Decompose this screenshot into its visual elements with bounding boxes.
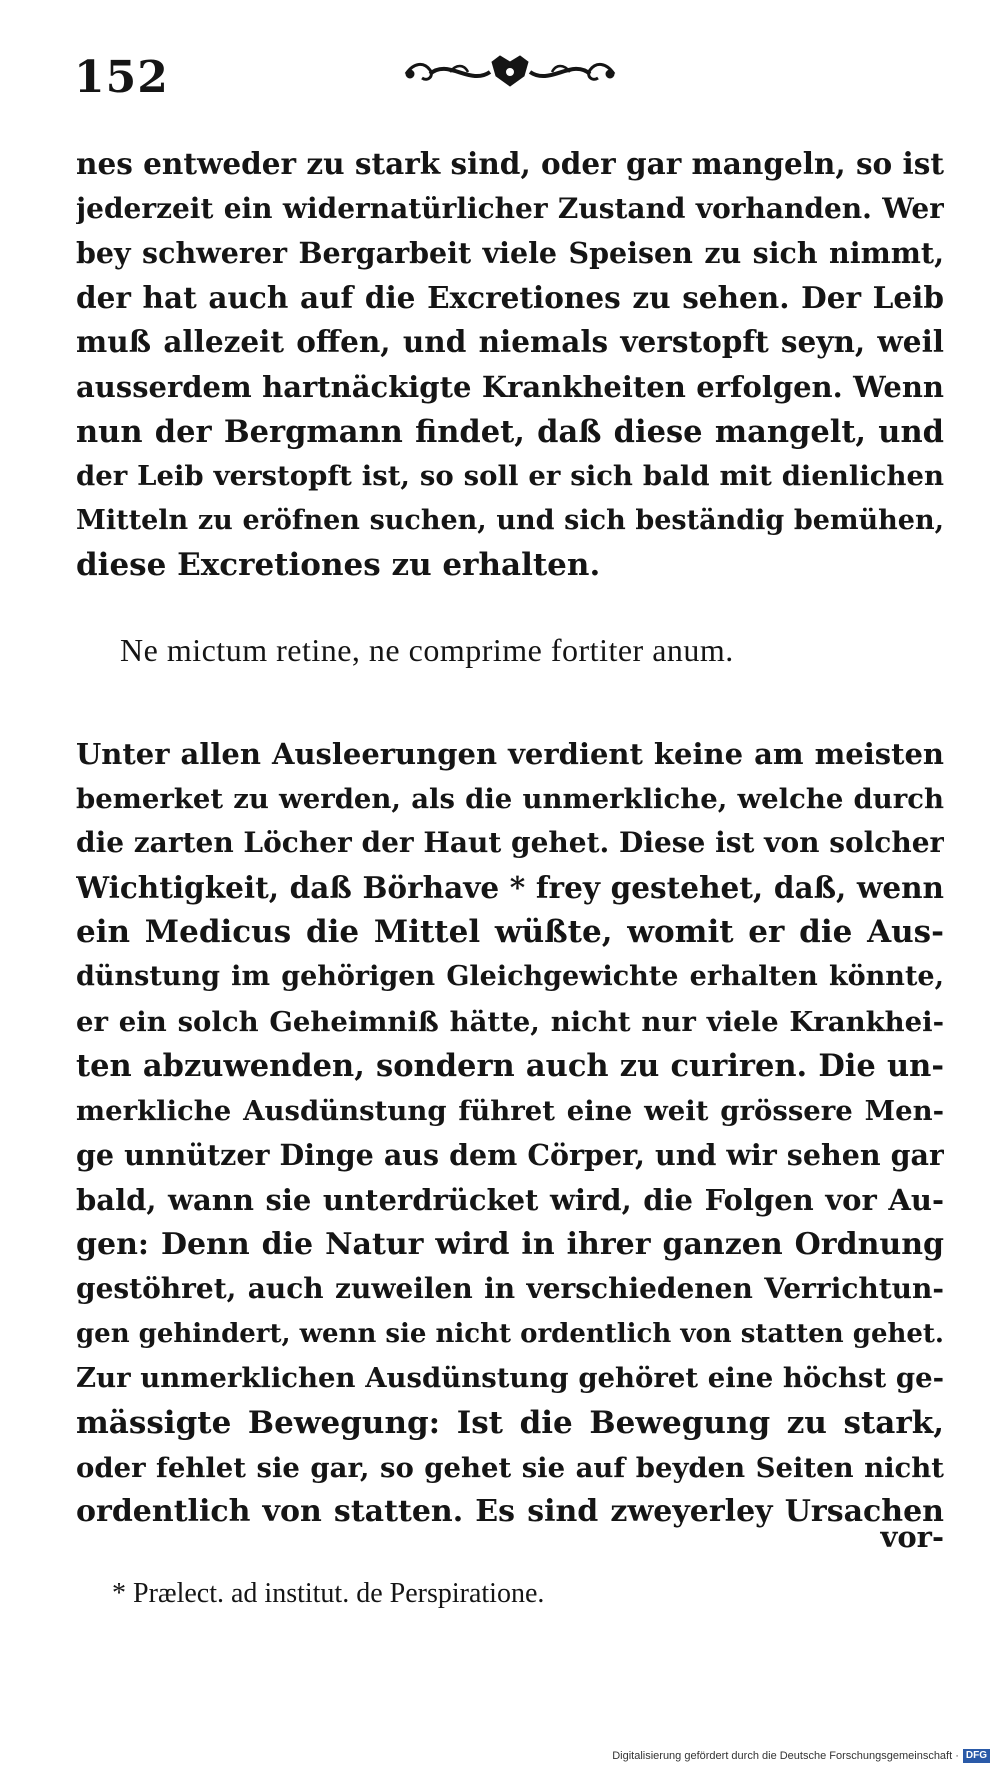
text-line: der hat auch auf die Excretiones zu sehen. Der Leib [76,279,944,315]
text-line: muß allezeit offen, und niemals verstopft seyn, weil [76,324,944,360]
text-line: er ein solch Geheimniß hätte, nicht nur viele Krankhei- [76,1005,944,1038]
text-line: nun der Bergmann findet, daß diese mangelt, und [76,413,944,450]
text-line: mässigte Bewegung: Ist die Bewegung zu stark, [76,1404,944,1441]
text-line: gen gehindert, wenn sie nicht ordentlich von statten gehet. [76,1318,944,1349]
text-line: ten abzuwenden, sondern auch zu curiren. Die un- [76,1048,944,1085]
text-line: dünstung im gehörigen Gleichgewichte erhalten könnte, [76,960,944,992]
text-line: ordentlich von statten. Es sind zweyerley Ursachen [76,1494,944,1530]
dfg-logo: DFG [963,1749,990,1763]
text-line: ge unnützer Dinge aus dem Cörper, und wir sehen gar [76,1138,944,1173]
text-line: Unter allen Ausleerungen verdient keine am meisten [76,737,944,771]
text-line: bemerket zu werden, als die unmerkliche, welche durch [76,782,944,815]
page-number: 152 [74,52,169,103]
text-line: gestöhret, auch zuweilen in verschiedenen Verrichtun- [76,1272,944,1306]
text-line: bey schwerer Bergarbeit viele Speisen zu sich nimmt, [76,236,944,271]
paragraph-1 [76,142,944,588]
text-line: ausserdem hartnäckigte Krankheiten erfolgen. Wenn [76,369,944,404]
decorative-vignette-icon [400,52,620,96]
text-line: ein Medicus die Mittel wüßte, womit er die Aus- [76,914,944,951]
text-line: bald, wann sie unterdrücket wird, die Folgen vor Au- [76,1182,944,1217]
latin-quote: Ne mictum retine, ne comprime fortiter anum. [120,632,734,668]
text-line: merkliche Ausdünstung führet eine weit grössere Men- [76,1094,944,1127]
text-line: jederzeit ein widernatürlicher Zustand vorhanden. Wer [76,191,944,225]
text-line: der Leib verstopft ist, so soll er sich bald mit dienlichen [76,460,944,493]
paragraph-2 [76,732,944,1535]
footnote: * Prælect. ad institut. de Perspiratione. [112,1578,545,1609]
catchword: vor- [880,1520,944,1554]
text-line: Wichtigkeit, daß Börhave * frey gestehet, daß, wenn [76,869,944,905]
text-line: gen: Denn die Natur wird in ihrer ganzen Ordnung [76,1226,944,1262]
text-line: nes entweder zu stark sind, oder gar mangeln, so ist [76,146,944,181]
credit-text: Digitalisierung gefördert durch die Deutsche Forschungsgemeinschaft · [612,1750,959,1762]
text-line: oder fehlet sie gar, so gehet sie auf beyden Seiten nicht [76,1451,944,1484]
text-line: die zarten Löcher der Haut gehet. Diese ist von solcher [76,826,944,860]
text-line: Mitteln zu eröfnen suchen, und sich beständig bemühen, [76,504,944,536]
text-line: Zur unmerklichen Ausdünstung gehöret eine höchst ge- [76,1362,944,1395]
digitization-credit [612,1749,990,1763]
text-line: diese Excretiones zu erhalten. [76,547,601,584]
